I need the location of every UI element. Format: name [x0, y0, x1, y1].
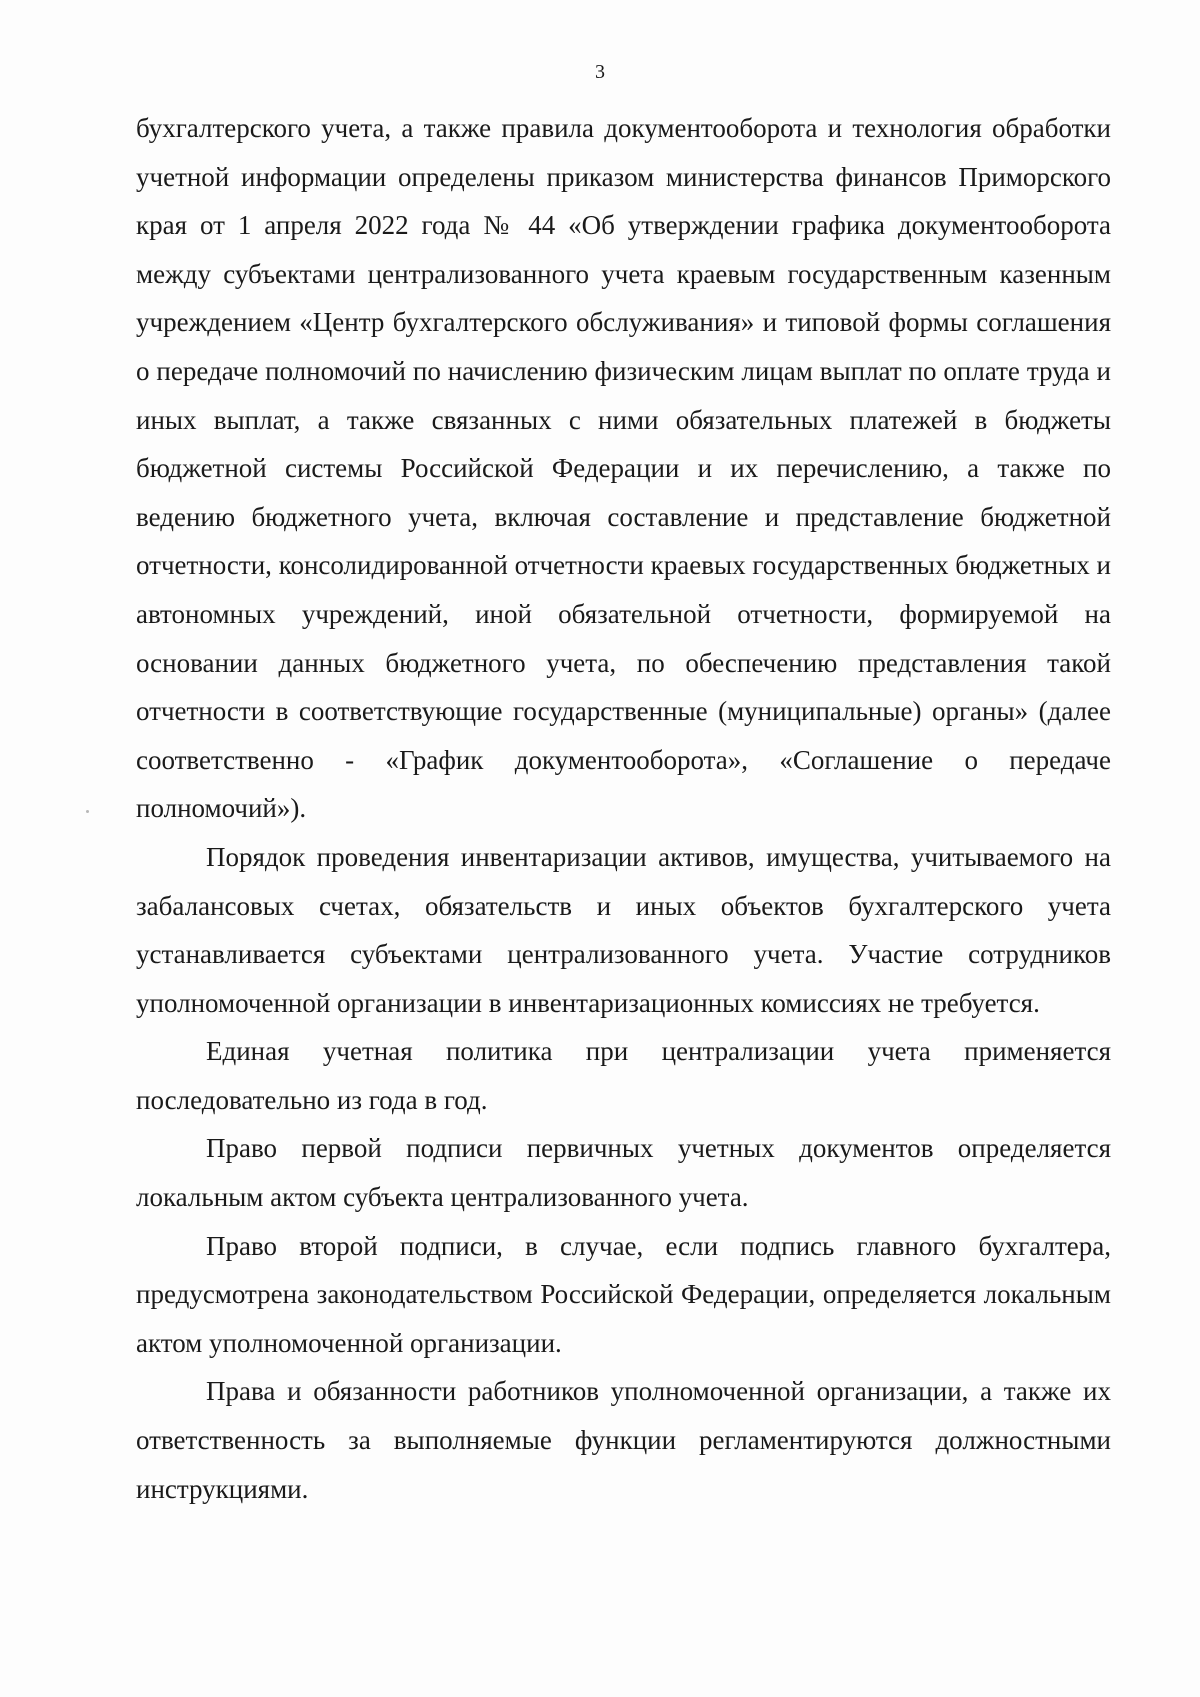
paragraph-continuation: бухгалтерского учета, а также правила документооборота и технология обработки учетной информации определены приказом министерства финансов Приморского края от 1 апреля 2022 года № 44 «Об утверждении графика документооборота между субъектами централизованного учета краевым государственным казенным учреждением «Центр бухгалтерского обслуживания» и типовой формы соглашения о передаче полномочий по начислению физическим лицам выплат по оплате труда и иных выплат, а также связанных с ними обязательных платежей в бюджеты бюджетной системы Российской Федерации и их перечислению, а также по ведению бюджетного учета, включая составление и представление бюджетной отчетности, консолидированной отчетности краевых государственных бюджетных и автономных учреждений, иной обязательной отчетности, формируемой на основании данных бюджетного учета, по обеспечению представления такой отчетности в соответствующие государственные (муниципальные) органы» (далее соответственно - «График документооборота», «Соглашение о передаче полномочий»). [136, 113, 1111, 824]
paragraph-second-signature: Право второй подписи, в случае, если подпись главного бухгалтера, предусмотрена законодательством Российской Федерации, определяется локальным актом уполномоченной организации. [136, 1230, 1111, 1358]
paragraph-first-signature: Право первой подписи первичных учетных документов определяется локальным актом субъекта централизованного учета. [136, 1133, 1111, 1213]
page-number: 3 [595, 61, 605, 83]
document-body [136, 104, 1111, 1513]
paragraph-inventory: Порядок проведения инвентаризации активов, имущества, учитываемого на забалансовых счетах, обязательств и иных объектов бухгалтерского учета устанавливается субъектами централизованного учета. Участие сотрудников уполномоченной организации в инвентаризационных комиссиях не требуется. [136, 841, 1111, 1018]
scan-artifact [86, 810, 89, 813]
paragraph-duties: Права и обязанности работников уполномоченной организации, а также их ответственность за выполняемые функции регламентируются должностными инструкциями. [136, 1376, 1111, 1504]
paragraph-policy: Единая учетная политика при централизации учета применяется последовательно из года в год. [136, 1036, 1111, 1115]
